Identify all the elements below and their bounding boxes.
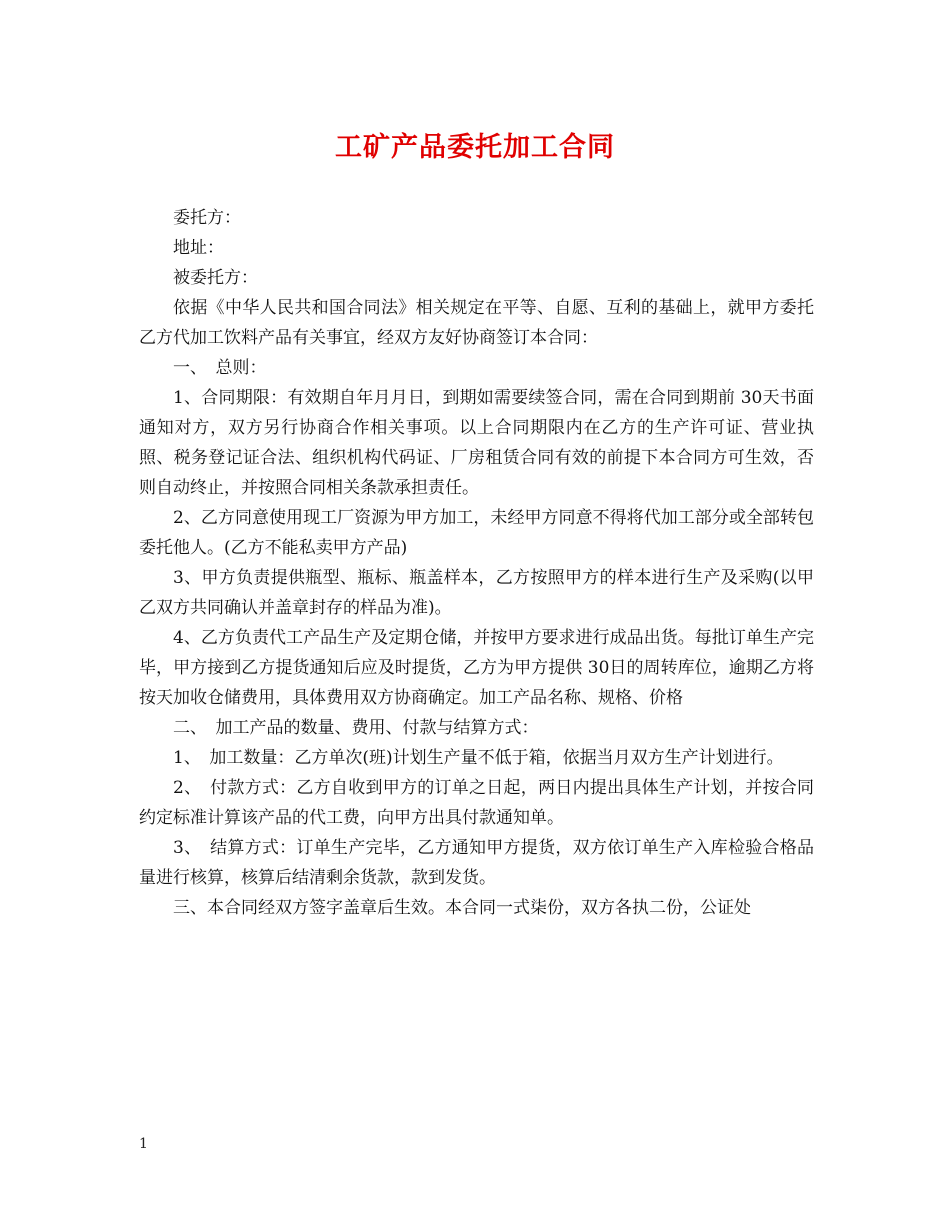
clause-quantity: 1、 加工数量：乙方单次(班)计划生产量不低于箱，依据当月双方生产计划进行。 [173, 748, 784, 768]
clause-payment: 2、 付款方式：乙方自收到甲方的订单之日起，两日内提出具体生产计划，并按合同约定标准计算该产品的代工费，向甲方出具付款通知单。 [139, 778, 814, 828]
document-body [139, 203, 814, 923]
paragraph-preamble: 依据《中华人民共和国合同法》相关规定在平等、自愿、互利的基础上，就甲方委托乙方代加工饮料产品有关事宜，经双方友好协商签订本合同： [139, 298, 814, 348]
clause-3-samples: 3、甲方负责提供瓶型、瓶标、瓶盖样本，乙方按照甲方的样本进行生产及采购(以甲乙双方共同确认并盖章封存的样品为准)。 [139, 568, 814, 618]
section-heading-quantity-payment: 二、 加工产品的数量、费用、付款与结算方式： [173, 718, 539, 738]
page-number: 1 [139, 1136, 148, 1152]
section-heading-general: 一、 总则： [173, 358, 267, 378]
document-title: 工矿产品委托加工合同 [335, 132, 615, 163]
paragraph-contractor: 被委托方： [173, 268, 258, 288]
clause-1-term: 1、合同期限：有效期自年月月日，到期如需要续签合同，需在合同到期前 30天书面通知对方，双方另行协商合作相关事项。以上合同期限内在乙方的生产许可证、营业执照、税务登记证合法、组织机构代码证、厂房租赁合同有效的前提下本合同方可生效，否则自动终止，并按照合同相关条款承担责任。 [139, 388, 814, 498]
clause-2-resources: 2、乙方同意使用现工厂资源为甲方加工，未经甲方同意不得将代加工部分或全部转包委托他人。(乙方不能私卖甲方产品) [139, 508, 814, 558]
clause-4-storage: 4、乙方负责代工产品生产及定期仓储，并按甲方要求进行成品出货。每批订单生产完毕，甲方接到乙方提货通知后应及时提货，乙方为甲方提供 30日的周转库位，逾期乙方将按天加收仓储费用，具体费用双方协商确定。加工产品名称、规格、价格 [139, 628, 814, 708]
section-heading-effect: 三、本合同经双方签字盖章后生效。本合同一式柒份，双方各执二份，公证处 [173, 898, 751, 918]
paragraph-address: 地址： [173, 238, 224, 258]
clause-settlement: 3、 结算方式：订单生产完毕，乙方通知甲方提货，双方依订单生产入库检验合格品量进行核算，核算后结清剩余货款，款到发货。 [139, 838, 814, 888]
paragraph-client: 委托方： [173, 208, 241, 228]
